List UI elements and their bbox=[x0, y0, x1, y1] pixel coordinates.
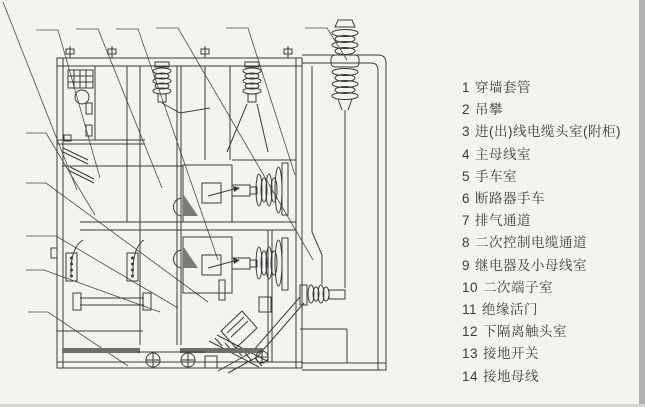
legend-item-number: 4 bbox=[462, 146, 471, 162]
legend-item bbox=[462, 210, 642, 232]
legend-item bbox=[462, 321, 642, 343]
legend-item-label: 主母线室 bbox=[475, 146, 532, 162]
breaker-contact-assembly-lower bbox=[174, 237, 289, 293]
legend-item-number: 2 bbox=[462, 102, 471, 118]
legend-item-number: 8 bbox=[462, 235, 471, 251]
legend-item-label: 下隔离触头室 bbox=[483, 324, 568, 340]
legend-item-label: 二次控制电缆通道 bbox=[475, 235, 588, 251]
wall-bushing bbox=[331, 20, 359, 288]
legend-item bbox=[462, 232, 642, 254]
legend-item bbox=[462, 366, 642, 388]
legend-item-label: 二次端子室 bbox=[483, 279, 554, 295]
legend-item-number: 6 bbox=[462, 191, 471, 207]
legend-item-number: 14 bbox=[462, 368, 479, 384]
cable-head-compartment bbox=[300, 55, 386, 370]
legend-item-label: 断路器手车 bbox=[475, 191, 546, 207]
legend-item-label: 绝缘活门 bbox=[482, 302, 539, 318]
legend-item-number: 12 bbox=[462, 324, 479, 340]
legend-item bbox=[462, 277, 642, 299]
legend-item-label: 继电器及小母线室 bbox=[475, 257, 588, 273]
legend-item bbox=[462, 255, 642, 277]
legend-item-number: 7 bbox=[462, 213, 471, 229]
legend-item-label: 接地开关 bbox=[483, 346, 540, 362]
legend-item bbox=[462, 121, 642, 143]
legend-item-number: 3 bbox=[462, 124, 471, 140]
legend-item-number: 13 bbox=[462, 346, 479, 362]
legend-item-label: 接地母线 bbox=[483, 368, 540, 384]
legend-item bbox=[462, 77, 642, 99]
lifting-lugs bbox=[66, 46, 292, 58]
legend-item-number: 11 bbox=[462, 302, 478, 318]
legend-item bbox=[462, 166, 642, 188]
leader-lines bbox=[3, 2, 347, 366]
legend-item-label: 进(出)线电缆头室(附柜) bbox=[475, 124, 621, 140]
cable-termination bbox=[300, 285, 345, 305]
legend-item-label: 手车室 bbox=[475, 168, 518, 184]
scan-edge-right bbox=[639, 0, 645, 407]
legend-item-label: 排气通道 bbox=[475, 213, 532, 229]
legend-item-label: 吊攀 bbox=[475, 102, 504, 118]
legend-item bbox=[462, 343, 642, 365]
parts-legend bbox=[462, 77, 642, 388]
handcart-base-and-earthing bbox=[62, 348, 268, 368]
legend-item-number: 10 bbox=[462, 279, 479, 295]
legend-item bbox=[462, 299, 642, 321]
racking-bar bbox=[73, 293, 151, 310]
legend-item bbox=[462, 99, 642, 121]
breaker-contact-assembly-upper bbox=[174, 163, 289, 222]
legend-item-number: 9 bbox=[462, 257, 471, 273]
legend-item-number: 5 bbox=[462, 168, 471, 184]
legend-item-label: 穿墙套管 bbox=[475, 80, 532, 95]
busbar-support-insulators bbox=[153, 62, 268, 152]
legend-item-number: 1 bbox=[462, 80, 471, 95]
legend-item bbox=[462, 188, 642, 210]
legend-item bbox=[462, 144, 642, 166]
